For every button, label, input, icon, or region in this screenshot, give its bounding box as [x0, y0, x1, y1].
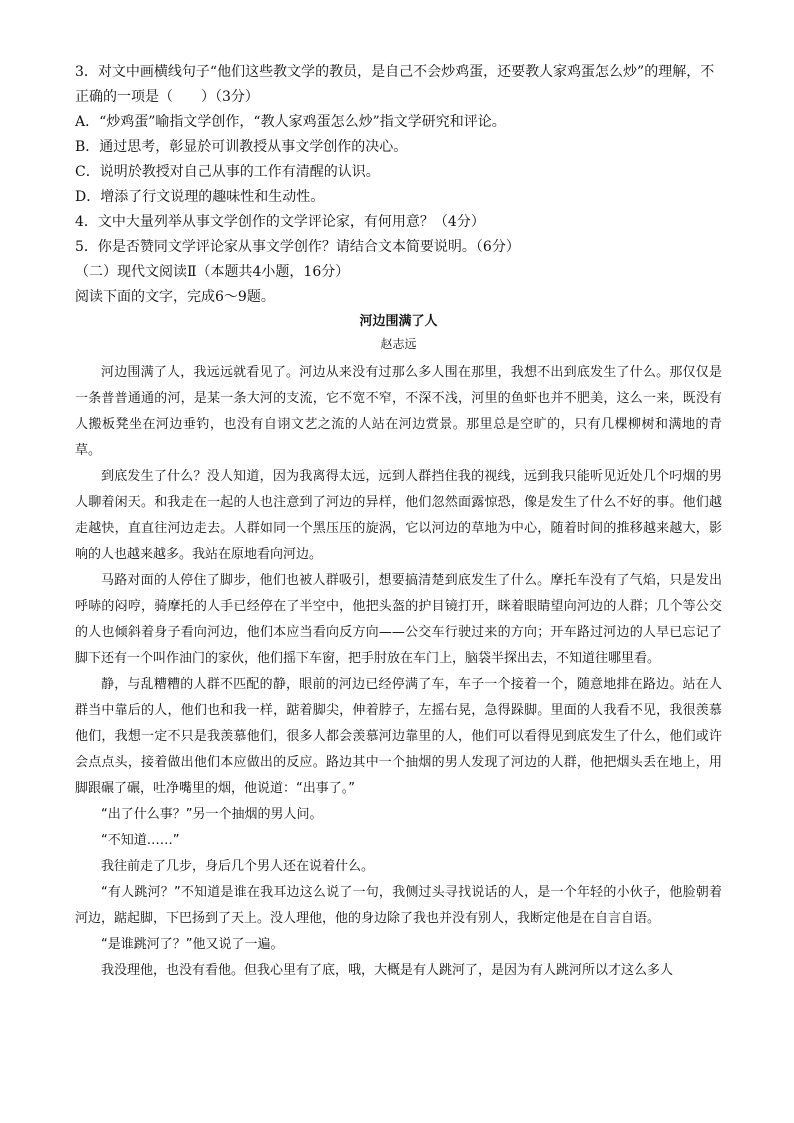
paragraph: 我没理他，也没有看他。但我心里有了底，哦，大概是有人跳河了，是因为有人跳河所以才这么多人: [101, 963, 674, 978]
paragraph: 马路对面的人停住了脚步，他们也被人群吸引，想要搞清楚到底发生了什么。摩托车没有了气焰，只是发出呼哧的闷哼，骑摩托的人手已经停在了半空中，他把头盔的护目镜打开，眯着眼睛望向河边的人群；几个等公交的人也倾斜着身子看向河边，他们本应当看向反方向——公交车行驶过来的方向；开车路过河边的人早已忘记了脚下还有一个叫作油门的家伙，他们摇下车窗，把手肘放在车门上，脑袋半探出去，不知道往哪里看。: [75, 573, 722, 666]
paragraph: 我往前走了几步，身后几个男人还在说着什么。: [101, 859, 375, 874]
question-3-line-2: 正确的一项是（ ）（3分）: [75, 89, 259, 105]
question-3-line-1: 3．对文中画横线句子“他们这些教文学的教员，是自己不会炒鸡蛋，还要教人家鸡蛋怎么炒”的理解，不: [75, 64, 715, 80]
question-section: [75, 60, 730, 310]
article-body: [75, 360, 722, 984]
option-c: C．说明於教授对自己从事的工作有清醒的认识。: [75, 164, 380, 180]
question-4: 4．文中大量列举从事文学创作的文学评论家，有何用意？（4分）: [75, 214, 485, 230]
option-d: D．增添了行文说理的趣味性和生动性。: [75, 189, 325, 205]
paragraph: 静，与乱糟糟的人群不匹配的静，眼前的河边已经停满了车，车子一个接着一个，随意地排在路边。站在人群当中靠后的人，他们也和我一样，踮着脚尖，伸着脖子，左摇右晃，急得跺脚。里面的人我看不见，我很羡慕他们，我想一定不只是我羡慕他们，很多人都会羡慕河边靠里的人，他们可以看得见到底发生了什么，他们或许会点点头，接着做出他们本应做出的反应。路边其中一个抽烟的男人发现了河边的人群，他把烟头丢在地上，用脚跟碾了碾，吐净嘴里的烟，他说道：“出事了。”: [75, 677, 722, 796]
reading-instruction: 阅读下面的文字，完成6～9题。: [75, 289, 275, 305]
paragraph: “有人跳河？”不知道是谁在我耳边这么说了一句，我侧过头寻找说话的人，是一个年轻的小伙子，他脸朝着河边，踮起脚，下巴扬到了天上。没人理他，他的身边除了我也并没有别人，我断定他是在自言自语。: [75, 885, 722, 926]
paragraph: “是谁跳河了？”他又说了一遍。: [101, 937, 284, 952]
paragraph: “出了什么事？”另一个抽烟的男人问。: [101, 807, 323, 822]
option-b: B．通过思考，彰显於可训教授从事文学创作的决心。: [75, 139, 408, 155]
paragraph: “不知道……”: [101, 833, 180, 848]
article-header: [75, 311, 722, 355]
section-heading: （二）现代文阅读Ⅱ（本题共4小题，16分）: [75, 264, 350, 280]
article-title: 河边围满了人: [359, 314, 438, 329]
option-a: A．“炒鸡蛋”喻指文学创作，“教人家鸡蛋怎么炒”指文学研究和评论。: [75, 114, 506, 130]
article-author: 赵志远: [380, 337, 417, 351]
question-5: 5．你是否赞同文学评论家从事文学创作？请结合文本简要说明。（6分）: [75, 239, 520, 255]
paragraph: 到底发生了什么？没人知道，因为我离得太远，远到人群挡住我的视线，远到我只能听见近处几个叼烟的男人聊着闲天。和我走在一起的人也注意到了河边的异样，他们忽然面露惊恐，像是发生了什么不好的事。他们越走越快，直直往河边走去。人群如同一个黑压压的旋涡，它以河边的草地为中心，随着时间的推移越来越大，影响的人也越来越多。我站在原地看向河边。: [75, 469, 722, 562]
paragraph: 河边围满了人，我远远就看见了。河边从来没有过那么多人围在那里，我想不出到底发生了什么。那仅仅是一条普普通通的河，是某一条大河的支流，它不宽不窄，不深不浅，河里的鱼虾也并不肥美，这么一来，既没有人搬板凳坐在河边垂钓，也没有自诩文艺之流的人站在河边赏景。那里总是空旷的，只有几棵柳树和满地的青草。: [75, 365, 722, 458]
